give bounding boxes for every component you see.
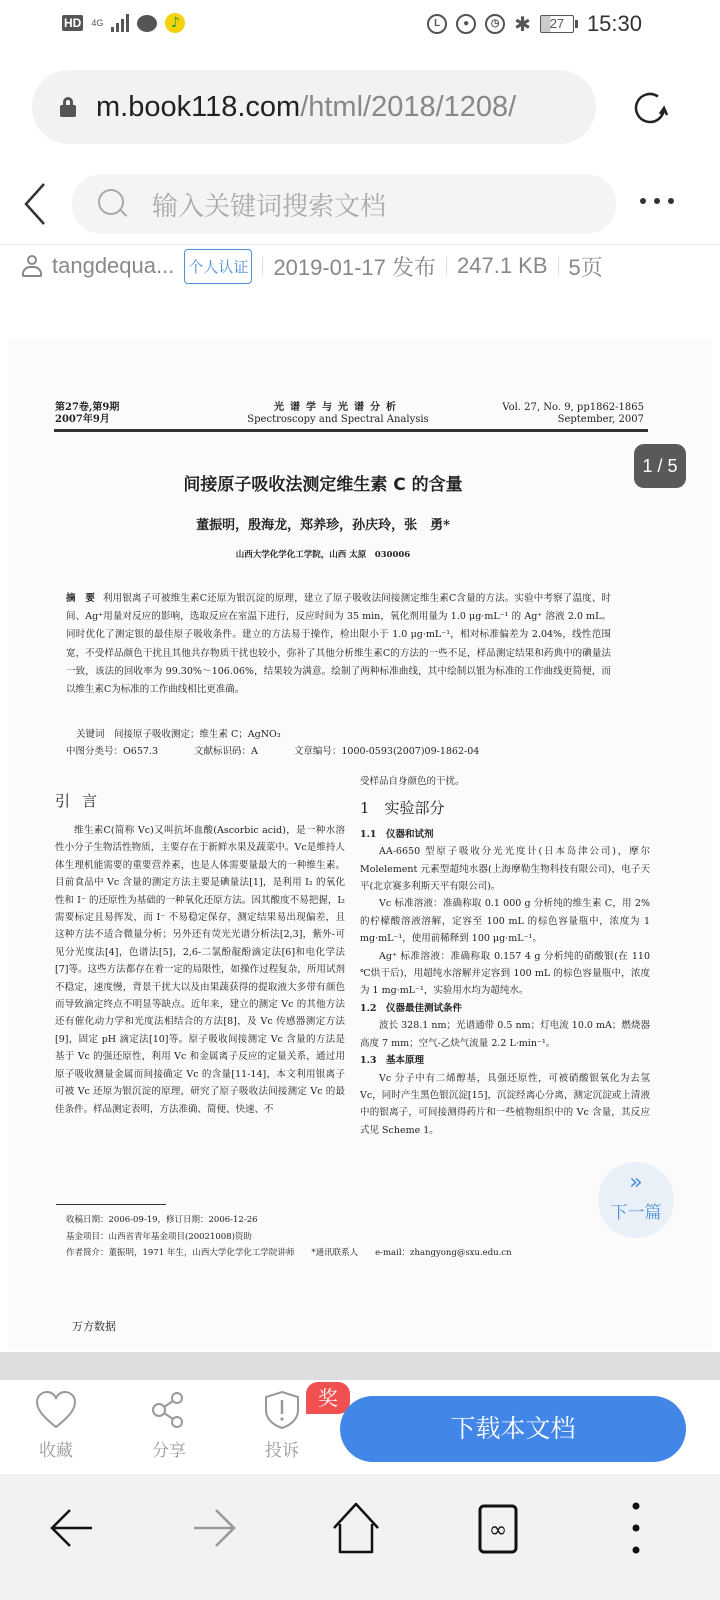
music-app-icon: ♪ (165, 13, 185, 33)
divider (0, 244, 720, 245)
report-button[interactable]: 投诉 (247, 1390, 317, 1461)
document-meta (22, 248, 603, 284)
address-bar[interactable] (32, 70, 596, 144)
url-host: m.book118.com (96, 90, 301, 123)
uploader-name[interactable]: tangdequa... (52, 253, 175, 278)
back-arrow-icon[interactable] (42, 1498, 102, 1558)
separator (558, 257, 559, 275)
shield-alert-icon (260, 1390, 304, 1430)
double-chevron-icon: » (629, 1170, 643, 1195)
journal-name: 光谱学与光谱分析 Spectroscopy and Spectral Analysis (247, 402, 429, 425)
heart-icon (34, 1390, 78, 1430)
section-1-2-p1: 波长 328.1 nm；光谱通带 0.5 nm；灯电流 10.0 mA；燃烧器高度 7 mm；空气-乙炔气流量 2.2 L·min⁻¹。 (360, 1020, 650, 1049)
url-path: /html/2018/1208/ (300, 90, 517, 123)
lock-icon (60, 97, 76, 117)
browser-nav-bar (0, 1474, 720, 1600)
intro-column (55, 822, 345, 1118)
journal-issue: Vol. 27, No. 9, pp1862-1865 September, 2007 (502, 402, 644, 425)
page-indicator: 1 / 5 (634, 444, 686, 488)
section-1-2-heading: 1.2 仪器最佳测试条件 (360, 1002, 463, 1014)
page-count: 5页 (568, 254, 603, 280)
more-menu-icon[interactable] (640, 198, 674, 204)
battery-icon: 27 (540, 15, 574, 33)
footnote-author: 作者简介：董振明，1971 年生，山西大学化学化工学院讲师 *通讯联系人 e-mail：zhangyong@sxu.edu.cn (66, 1248, 512, 1258)
forward-arrow-icon[interactable] (184, 1498, 244, 1558)
right-column (360, 773, 650, 1139)
download-button[interactable]: 下载本文档 (340, 1396, 686, 1462)
intro-heading: 引言 (55, 792, 110, 810)
reward-badge: 奖 (306, 1382, 350, 1414)
paper-affiliation: 山西大学化学化工学院，山西 太原 030006 (235, 550, 411, 560)
reload-icon[interactable] (628, 86, 672, 130)
abstract (66, 590, 611, 699)
section-1-1-heading: 1.1 仪器和试剂 (360, 828, 434, 840)
clock: 15:30 (586, 11, 642, 36)
action-bar (0, 1384, 720, 1474)
alarm-icon: ◷ (485, 14, 505, 34)
search-placeholder: 输入关键词搜索文档 (152, 191, 387, 222)
section-1-3-heading: 1.3 基本原理 (360, 1055, 425, 1067)
classification: 中图分类号：O657.3 文献标识码：A 文章编号：1000-0593(2007)09-1862-04 (66, 746, 480, 757)
chat-icon (137, 15, 157, 32)
home-icon[interactable] (326, 1498, 386, 1558)
next-document-label: 下一篇 (610, 1203, 662, 1223)
abstract-text: 利用银离子可被维生素C还原为银沉淀的原理，建立了原子吸收法间接测定维生素C含量的方法。实验中考察了温度、时间、Ag⁺用量对反应的影响，选取反应在室温下进行，反应时间为 35 min，氧化剂用量为 1.0 μg·mL⁻¹ 的 Ag⁺ 溶液 2.0 mL。同时优化了测定银的最佳原子吸收条件。建立的方法易于操作，检出限小于 1.0 μg·mL⁻¹，相对标准偏差为 2.04%，线性范围宽，不受样品颜色干扰且其他共存物质干扰也较小，弥补了其他分析维生素C的方法的一些不足，样品测定结果和药典中的碘量法一致，该法的回收率为 99.30%～106.06%，结果较为满意。绘制了两种标准曲线，其中绘制以银为标准的工作曲线更简便，而以维生素C为标准的工作曲线相比更准确。 (66, 593, 611, 696)
share-button[interactable]: 分享 (134, 1390, 204, 1461)
section-1-1-p3: Ag⁺ 标准溶液：准确称取 0.157 4 g 分析纯的硝酸银(在 110 ℃烘干后)，用超纯水溶解并定容到 100 mL 的棕色容量瓶中，浓度为 1 mg·mL⁻¹，实验用水均为超纯水。 (360, 950, 650, 997)
section-1-heading: 1 实验部分 (360, 799, 445, 818)
footnote-rule (56, 1204, 166, 1205)
tabs-icon[interactable] (468, 1498, 528, 1558)
journal-volume: 第27卷,第9期 2007年9月 (55, 402, 120, 425)
paper-authors: 董振明，殷海龙，郑养珍，孙庆玲，张 勇* (196, 518, 450, 533)
eye-comfort-icon: ● (456, 14, 476, 34)
page-separator (0, 1352, 720, 1380)
intro-text: 维生素C(简称 Vc)又叫抗坏血酸(Ascorbic acid)，是一种水溶性小分子生物活性物质，主要存在于新鲜水果及蔬菜中。Vc是维持人体生理机能需要的重要营养素，也是人体需要量最大的一种维生素。目前食品中 Vc 含量的测定方法主要是碘量法[1]，是利用 I₂ 的氧化性和 I⁻ 的还原性为基础的一种氧化还原方法。因其酸度不易把握，I₂ 需要标定且易挥发，而 I⁻ 不易稳定保存，测定结果易出现偏差，且这种方法不适合微量分析；另外还有荧光光谱分析法[2,3]，紫外-可见分光度法[4]，色谱法[5]，2,6-二氯酚靛酚滴定法[6]和电化学法[7]等。这些方法都存在着一定的局限性，如操作过程复杂，所用试剂不稳定，速度慢，背景干扰大以及由果蔬获得的提取液大多带有颜色而导致滴定终点不明显等缺点。近年来，建立的测定 Vc 的其他方法还有催化动力学和光度法相结合的方法[8]，及 Vc 传感器测定方法[9]，固定 pH 滴定法[10]等。原子吸收间接测定 Vc 含量的方法是基于 Vc 的强还原性，利用 Vc 和金属离子反应的定量关系，通过用原子吸收测量金属而间接确定 Vc 的含量[11-14]，本文利用银离子可被 Vc 还原为银沉淀的原理，研究了原子吸收法间接测定 Vc 的最佳条件。样品测定表明，方法准确、简便、快速、不 (55, 825, 345, 1115)
share-icon (147, 1390, 191, 1430)
bluetooth-icon: ✱ (514, 12, 531, 36)
next-document-button[interactable] (598, 1162, 674, 1238)
favorite-button[interactable]: 收藏 (21, 1390, 91, 1461)
signal-icon (111, 14, 129, 32)
search-input[interactable] (72, 174, 616, 234)
power-saver-icon: L (427, 14, 447, 34)
footnote-fund: 基金项目：山西省青年基金项目(20021008)资助 (66, 1231, 252, 1242)
abstract-label: 摘 要 (66, 593, 96, 604)
status-bar (0, 0, 720, 54)
section-1-3-p1: Vc 分子中有二烯醇基，具强还原性，可被硝酸银氧化为去氢 Vc，同时产生黑色银沉淀[15]，沉淀经离心分离，测定沉淀或上清液中的银离子，可间接测得药片和一些植物组织中的 Vc 含量，其反应式见 Scheme 1。 (360, 1072, 650, 1136)
keywords: 关键词 间接原子吸收测定；维生素 C；AgNO₃ (76, 729, 281, 740)
user-icon (22, 254, 42, 278)
separator (262, 257, 263, 275)
publish-date: 2019-01-17 发布 (273, 254, 437, 280)
network-type: 4G (91, 17, 104, 28)
search-icon (98, 189, 128, 219)
section-1-1-p1: AA-6650 型原子吸收分光光度计(日本岛津公司)，摩尔 Molelement 元素型超纯水器(上海摩勒生物科技有限公司)，电子天平(北京赛多利斯天平有限公司)。 (360, 846, 650, 893)
hd-icon: HD (64, 16, 82, 30)
footnote-received: 收稿日期：2006-09-19，修订日期：2006-12-26 (66, 1215, 258, 1225)
watermark: 万方数据 (72, 1320, 116, 1333)
section-1-1-p2: Vc 标准溶液：准确称取 0.1 000 g 分析纯的维生素 C，用 2%的柠檬酸溶液溶解，定容至 100 mL 的棕色容量瓶中，浓度为 1 mg·mL⁻¹，使用前稀释到 100 μg·mL⁻¹。 (360, 898, 650, 945)
cert-badge: 个人认证 (184, 249, 252, 284)
file-size: 247.1 KB (457, 253, 548, 278)
footnotes (66, 1212, 512, 1262)
svg-text:∞: ∞ (488, 1518, 508, 1543)
separator (446, 257, 447, 275)
back-chevron-icon[interactable] (20, 182, 50, 226)
header-rule (54, 429, 648, 432)
menu-dots-icon[interactable] (606, 1498, 666, 1558)
paper-title: 间接原子吸收法测定维生素 C 的含量 (183, 475, 463, 495)
right-continuation: 受样品自身颜色的干扰。 (360, 776, 465, 787)
